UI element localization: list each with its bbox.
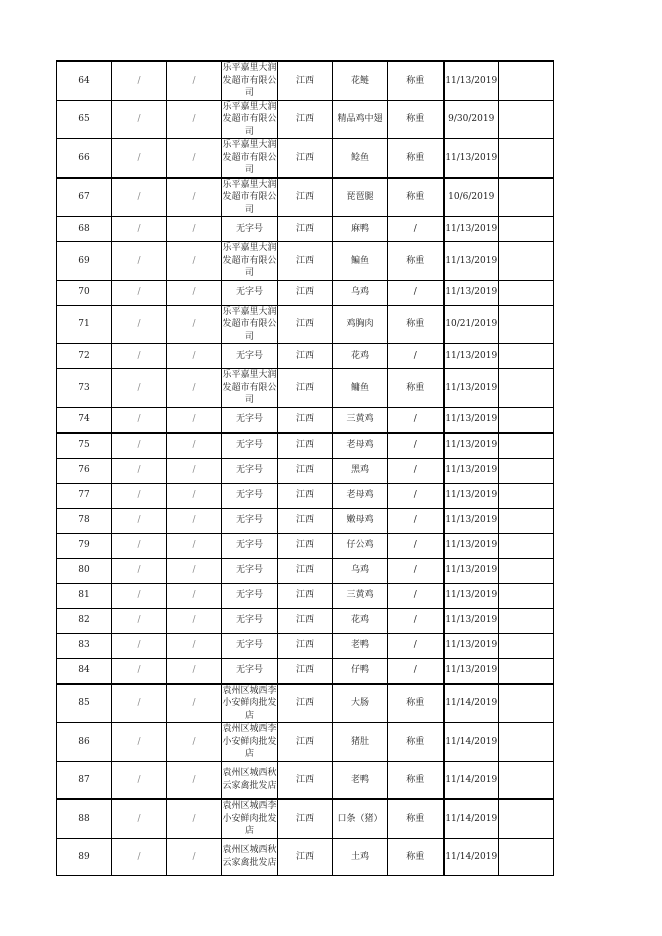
col3-cell: / [167,684,222,723]
col2-cell: / [112,139,167,178]
unit: / [388,280,444,305]
col3-cell: / [167,217,222,242]
blank-cell [499,100,554,139]
blank-cell [499,799,554,838]
unit: 称重 [388,242,444,281]
product-name: 土鸡 [333,838,388,876]
blank-cell [499,458,554,483]
unit: 称重 [388,139,444,178]
date: 11/13/2019 [444,407,499,433]
row-number: 79 [57,533,112,558]
product-name: 鳊鱼 [333,242,388,281]
business-name: 袁州区城西李小安鲜肉批发店 [222,685,277,721]
col3-cell: / [167,533,222,558]
col2-cell: / [112,583,167,608]
date: 11/13/2019 [444,483,499,508]
date: 11/13/2019 [444,369,499,408]
unit: / [388,508,444,533]
business-name: 无字号 [222,483,278,508]
business-name: 无字号 [222,433,278,459]
business-name: 乐平嘉里大润发超市有限公司 [222,139,278,178]
col2-cell: / [112,100,167,139]
col3-cell: / [167,344,222,369]
blank-cell [499,558,554,583]
province: 江西 [278,433,333,459]
unit: 称重 [388,178,444,217]
province: 江西 [278,139,333,178]
blank-cell [499,483,554,508]
date: 11/14/2019 [444,838,499,876]
product-name: 三黄鸡 [333,407,388,433]
date: 11/13/2019 [444,533,499,558]
province: 江西 [278,838,333,876]
col2-cell: / [112,508,167,533]
col2-cell: / [112,483,167,508]
date: 11/13/2019 [444,458,499,483]
unit: 称重 [388,838,444,876]
business-name: 乐平嘉里大润发超市有限公司 [222,179,277,215]
product-name: 老鸭 [333,633,388,658]
blank-cell [499,344,554,369]
province: 江西 [278,508,333,533]
col2-cell: / [112,608,167,633]
date: 10/6/2019 [444,178,499,217]
blank-cell [499,633,554,658]
row-number: 73 [57,369,112,408]
province: 江西 [278,799,333,838]
unit: / [388,344,444,369]
business-name: 乐平嘉里大润发超市有限公司 [222,63,277,98]
business-name: 无字号 [222,280,278,305]
unit: / [388,658,444,684]
date: 11/13/2019 [444,242,499,281]
row-number: 66 [57,139,112,178]
business-name: 乐平嘉里大润发超市有限公司 [222,306,277,342]
table-row [57,61,554,100]
province: 江西 [278,369,333,408]
province: 江西 [278,583,333,608]
product-name: 老母鸡 [333,433,388,459]
blank-cell [499,242,554,281]
col2-cell: / [112,61,167,100]
row-number: 81 [57,583,112,608]
business-name: 无字号 [222,407,278,433]
table-row [57,458,554,483]
table-row [57,684,554,723]
row-number: 69 [57,242,112,281]
business-name: 无字号 [222,633,278,658]
product-name: 鳙鱼 [333,369,388,408]
unit: 称重 [388,799,444,838]
col2-cell: / [112,305,167,344]
col3-cell: / [167,633,222,658]
province: 江西 [278,558,333,583]
table-row [57,723,554,762]
product-name: 鸡胸肉 [333,305,388,344]
province: 江西 [278,658,333,684]
col2-cell: / [112,684,167,723]
province: 江西 [278,608,333,633]
col3-cell: / [167,369,222,408]
table-row [57,100,554,139]
unit: 称重 [388,369,444,408]
blank-cell [499,280,554,305]
business-name: 无字号 [222,458,278,483]
row-number: 70 [57,280,112,305]
col3-cell: / [167,139,222,178]
col3-cell: / [167,407,222,433]
business-name: 乐平嘉里大润发超市有限公司 [222,243,277,278]
table-row [57,433,554,459]
date: 11/13/2019 [444,344,499,369]
unit: / [388,433,444,459]
row-number: 80 [57,558,112,583]
blank-cell [499,305,554,344]
row-number: 89 [57,838,112,876]
date: 11/14/2019 [444,684,499,723]
date: 9/30/2019 [444,100,499,139]
row-number: 76 [57,458,112,483]
business-name: 无字号 [222,508,278,533]
row-number: 85 [57,684,112,723]
product-name: 乌鸡 [333,280,388,305]
blank-cell [499,533,554,558]
blank-cell [499,658,554,684]
business-name: 无字号 [222,217,278,242]
col2-cell: / [112,242,167,281]
row-number: 84 [57,658,112,684]
table-row [57,533,554,558]
business-name: 无字号 [222,533,278,558]
col3-cell: / [167,658,222,684]
blank-cell [499,508,554,533]
col2-cell: / [112,838,167,876]
col2-cell: / [112,658,167,684]
col2-cell: / [112,799,167,838]
province: 江西 [278,723,333,762]
business-name: 袁州区城西秋云家禽批发店 [222,838,278,876]
col3-cell: / [167,483,222,508]
row-number: 86 [57,723,112,762]
province: 江西 [278,217,333,242]
province: 江西 [278,684,333,723]
province: 江西 [278,178,333,217]
table-row [57,344,554,369]
row-number: 75 [57,433,112,459]
province: 江西 [278,458,333,483]
date: 11/14/2019 [444,799,499,838]
unit: 称重 [388,305,444,344]
row-number: 64 [57,61,112,100]
blank-cell [499,838,554,876]
col3-cell: / [167,433,222,459]
row-number: 82 [57,608,112,633]
unit: 称重 [388,100,444,139]
unit: / [388,458,444,483]
unit: / [388,633,444,658]
table-row [57,508,554,533]
business-name: 袁州区城西李小安鲜肉批发店 [222,801,277,837]
province: 江西 [278,61,333,100]
product-name: 鲶鱼 [333,139,388,178]
date: 11/13/2019 [444,433,499,459]
product-name: 花鸡 [333,608,388,633]
row-number: 83 [57,633,112,658]
blank-cell [499,61,554,100]
business-name: 无字号 [222,558,278,583]
table-row [57,761,554,799]
col3-cell: / [167,761,222,799]
col2-cell: / [112,280,167,305]
unit: 称重 [388,61,444,100]
product-name: 麻鸭 [333,217,388,242]
province: 江西 [278,100,333,139]
province: 江西 [278,761,333,799]
business-name: 袁州区城西秋云家禽批发店 [222,761,278,799]
blank-cell [499,723,554,762]
province: 江西 [278,242,333,281]
col3-cell: / [167,838,222,876]
blank-cell [499,608,554,633]
table-row [57,305,554,344]
table-row [57,483,554,508]
row-number: 78 [57,508,112,533]
col3-cell: / [167,280,222,305]
col2-cell: / [112,217,167,242]
date: 11/14/2019 [444,723,499,762]
table-row [57,838,554,876]
product-name: 嫩母鸡 [333,508,388,533]
date: 11/13/2019 [444,508,499,533]
date: 11/13/2019 [444,608,499,633]
unit: / [388,558,444,583]
province: 江西 [278,533,333,558]
date: 11/13/2019 [444,280,499,305]
blank-cell [499,139,554,178]
col3-cell: / [167,508,222,533]
province: 江西 [278,483,333,508]
col2-cell: / [112,178,167,217]
date: 11/13/2019 [444,139,499,178]
table-row [57,608,554,633]
col2-cell: / [112,761,167,799]
blank-cell [499,217,554,242]
col2-cell: / [112,458,167,483]
col3-cell: / [167,723,222,762]
blank-cell [499,583,554,608]
col2-cell: / [112,344,167,369]
unit: 称重 [388,761,444,799]
unit: 称重 [388,723,444,762]
col3-cell: / [167,608,222,633]
table-row [57,280,554,305]
unit: / [388,608,444,633]
product-name: 猪肚 [333,723,388,762]
col2-cell: / [112,407,167,433]
row-number: 68 [57,217,112,242]
row-number: 65 [57,100,112,139]
unit: / [388,533,444,558]
business-name: 乐平嘉里大润发超市有限公司 [222,370,277,405]
table-row [57,658,554,684]
blank-cell [499,433,554,459]
date: 11/13/2019 [444,583,499,608]
province: 江西 [278,280,333,305]
col3-cell: / [167,61,222,100]
col2-cell: / [112,533,167,558]
product-name: 老母鸡 [333,483,388,508]
date: 11/13/2019 [444,61,499,100]
product-name: 仔鸭 [333,658,388,684]
col3-cell: / [167,242,222,281]
business-name: 无字号 [222,658,278,684]
product-name: 黑鸡 [333,458,388,483]
product-name: 精品鸡中翅 [333,100,388,139]
col3-cell: / [167,799,222,838]
business-name: 乐平嘉里大润发超市有限公司 [222,101,277,137]
product-name: 老鸭 [333,761,388,799]
table-row [57,242,554,281]
row-number: 72 [57,344,112,369]
data-table [56,60,554,876]
unit: / [388,407,444,433]
table-row [57,633,554,658]
col2-cell: / [112,633,167,658]
row-number: 88 [57,799,112,838]
col3-cell: / [167,458,222,483]
table-row [57,558,554,583]
table-row [57,369,554,408]
province: 江西 [278,407,333,433]
col3-cell: / [167,583,222,608]
date: 11/13/2019 [444,633,499,658]
date: 11/13/2019 [444,217,499,242]
table-row [57,583,554,608]
col3-cell: / [167,558,222,583]
row-number: 67 [57,178,112,217]
table-row [57,217,554,242]
row-number: 71 [57,305,112,344]
table-row [57,139,554,178]
table-row [57,407,554,433]
col2-cell: / [112,433,167,459]
row-number: 74 [57,407,112,433]
col3-cell: / [167,305,222,344]
product-name: 花鸡 [333,344,388,369]
blank-cell [499,761,554,799]
unit: / [388,583,444,608]
blank-cell [499,178,554,217]
table-row [57,799,554,838]
unit: 称重 [388,684,444,723]
table-row [57,178,554,217]
date: 11/13/2019 [444,658,499,684]
col2-cell: / [112,369,167,408]
product-name: 大肠 [333,684,388,723]
date: 11/13/2019 [444,558,499,583]
col2-cell: / [112,558,167,583]
date: 11/14/2019 [444,761,499,799]
product-name: 仔公鸡 [333,533,388,558]
product-name: 花鲢 [333,61,388,100]
product-name: 琵琶腿 [333,178,388,217]
row-number: 87 [57,761,112,799]
product-name: 口条（猪） [333,799,388,838]
province: 江西 [278,344,333,369]
row-number: 77 [57,483,112,508]
business-name: 袁州区城西李小安鲜肉批发店 [222,724,277,759]
col2-cell: / [112,723,167,762]
unit: / [388,217,444,242]
business-name: 无字号 [222,608,278,633]
business-name: 无字号 [222,583,278,608]
col3-cell: / [167,100,222,139]
unit: / [388,483,444,508]
blank-cell [499,369,554,408]
product-name: 三黄鸡 [333,583,388,608]
province: 江西 [278,305,333,344]
product-name: 乌鸡 [333,558,388,583]
blank-cell [499,407,554,433]
col3-cell: / [167,178,222,217]
blank-cell [499,684,554,723]
date: 10/21/2019 [444,305,499,344]
business-name: 无字号 [222,344,278,369]
province: 江西 [278,633,333,658]
